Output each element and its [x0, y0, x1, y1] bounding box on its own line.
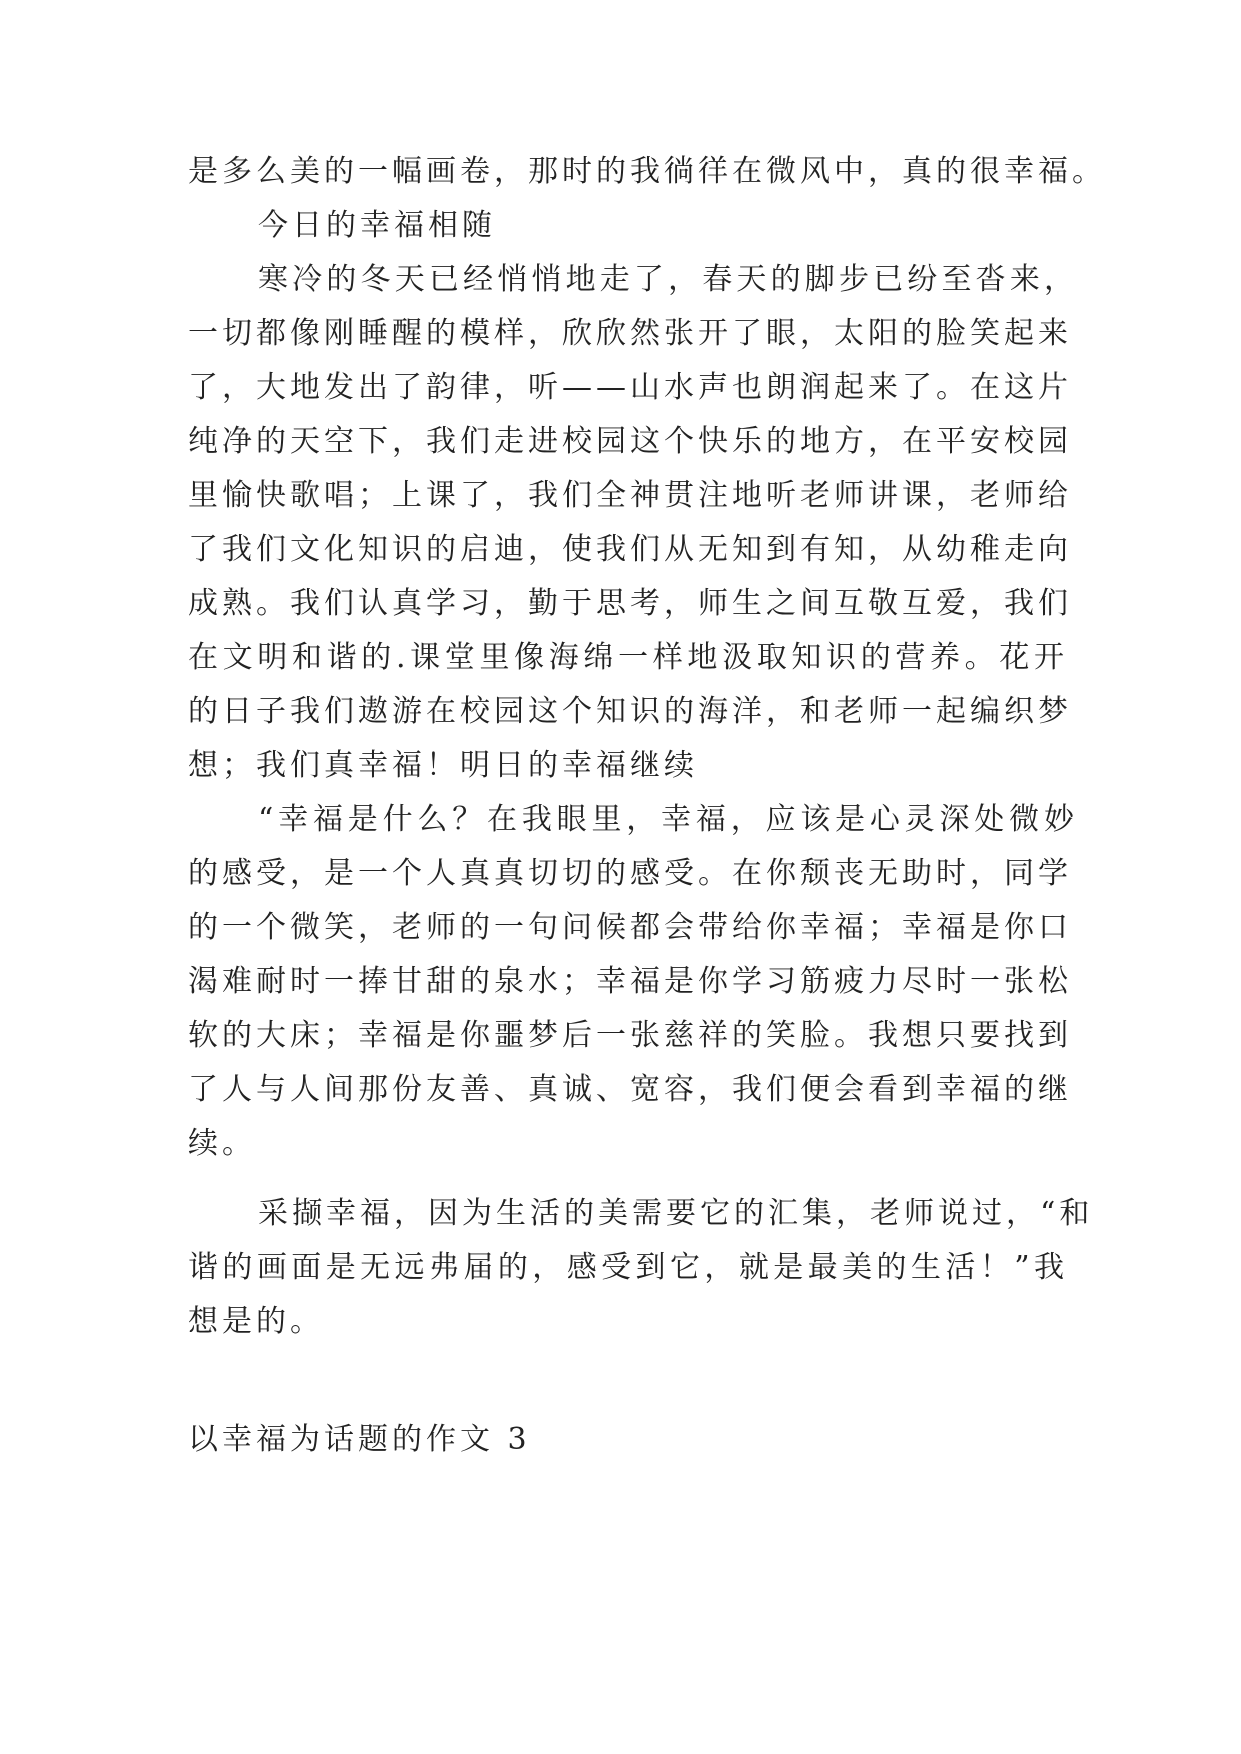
text-line: 的日子我们遨游在校园这个知识的海洋，和老师一起编织梦 — [188, 694, 1072, 729]
text-line: 纯净的天空下，我们走进校园这个快乐的地方，在平安校园 — [188, 424, 1072, 459]
text-line: 在文明和谐的.课堂里像海绵一样地汲取知识的营养。花开 — [188, 640, 1068, 675]
text-line: “幸福是什么？在我眼里，幸福，应该是心灵深处微妙 — [258, 802, 1078, 837]
text-line: 了人与人间那份友善、真诚、宽容，我们便会看到幸福的继 — [188, 1072, 1072, 1107]
text-line: 渴难耐时一捧甘甜的泉水；幸福是你学习筋疲力尽时一张松 — [188, 964, 1072, 999]
text-line: 里愉快歌唱；上课了，我们全神贯注地听老师讲课，老师给 — [188, 478, 1072, 513]
text-line: 的一个微笑，老师的一句问候都会带给你幸福；幸福是你口 — [188, 910, 1072, 945]
section-heading: 今日的幸福相随 — [258, 208, 496, 243]
text-line: 的感受，是一个人真真切切的感受。在你颓丧无助时，同学 — [188, 856, 1072, 891]
text-line: 采撷幸福，因为生活的美需要它的汇集，老师说过，“和 — [258, 1196, 1094, 1231]
text-line: 一切都像刚睡醒的模样，欣欣然张开了眼，太阳的脸笑起来 — [188, 316, 1072, 351]
text-line: 了，大地发出了韵律，听——山水声也朗润起来了。在这片 — [188, 370, 1072, 405]
text-line: 谐的画面是无远弗届的，感受到它，就是最美的生活！”我 — [188, 1250, 1068, 1285]
text-line: 软的大床；幸福是你噩梦后一张慈祥的笑脸。我想只要找到 — [188, 1018, 1072, 1053]
text-line: 寒冷的冬天已经悄悄地走了，春天的脚步已纷至沓来， — [258, 262, 1078, 297]
text-line: 想；我们真幸福！明日的幸福继续 — [188, 748, 698, 783]
text-line: 成熟。我们认真学习，勤于思考，师生之间互敬互爱，我们 — [188, 586, 1072, 621]
essay-title: 以幸福为话题的作文 3 — [188, 1422, 531, 1457]
text-line: 想是的。 — [188, 1304, 324, 1339]
text-line: 了我们文化知识的启迪，使我们从无知到有知，从幼稚走向 — [188, 532, 1072, 567]
text-line: 是多么美的一幅画卷，那时的我徜徉在微风中，真的很幸福。 — [188, 154, 1106, 189]
text-line: 续。 — [188, 1126, 256, 1161]
